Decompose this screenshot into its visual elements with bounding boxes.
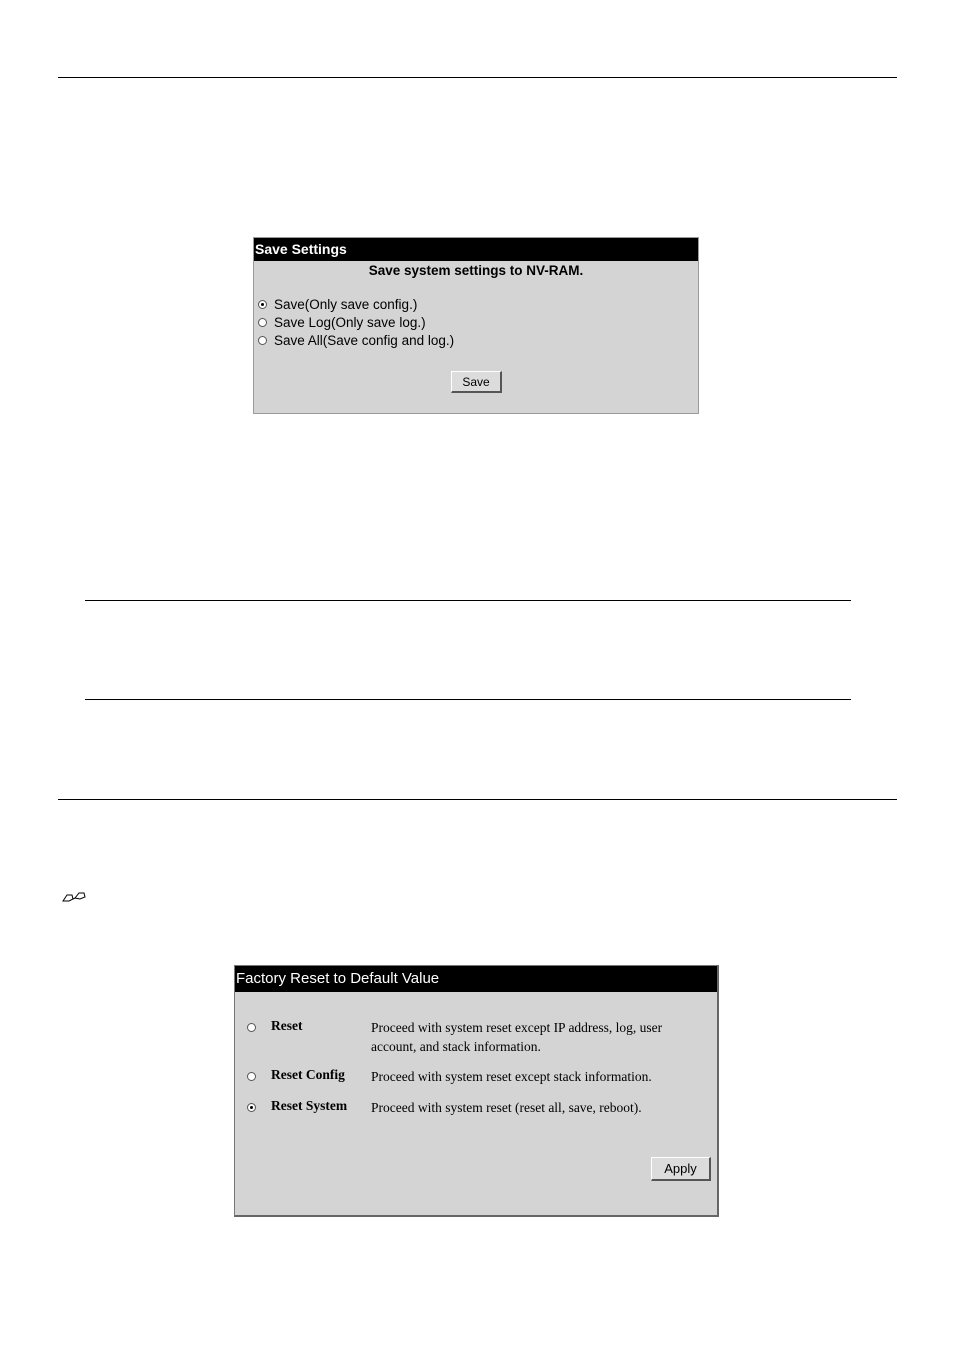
apply-button[interactable]: Apply <box>651 1157 711 1181</box>
reset-option-description: Proceed with system reset (reset all, save, reboot). <box>371 1100 642 1115</box>
note-top-divider <box>85 600 851 601</box>
save-settings-title: Save Settings <box>254 238 698 261</box>
save-option-log[interactable] <box>258 313 426 331</box>
radio-button[interactable] <box>258 300 267 309</box>
top-divider <box>58 77 897 78</box>
factory-reset-panel <box>234 965 719 1217</box>
save-option-label: Save(Only save config.) <box>274 296 418 312</box>
save-option-label: Save All(Save config and log.) <box>274 332 455 348</box>
radio-button[interactable] <box>258 318 267 327</box>
save-settings-subtitle: Save system settings to NV-RAM. <box>368 263 584 278</box>
factory-reset-title: Factory Reset to Default Value <box>235 966 717 992</box>
reset-option-description: Proceed with system reset except IP address, log, user account, and stack information. <box>371 1020 663 1054</box>
reset-option-name: Reset <box>271 1018 303 1033</box>
reset-option-name: Reset Config <box>271 1067 345 1082</box>
save-option-config[interactable] <box>258 295 417 313</box>
radio-button[interactable] <box>258 336 267 345</box>
section-divider <box>58 799 897 800</box>
save-option-label: Save Log(Only save log.) <box>274 314 426 330</box>
reset-option-description: Proceed with system reset except stack information. <box>371 1069 652 1084</box>
glasses-icon <box>62 890 86 904</box>
radio-button[interactable] <box>247 1103 256 1112</box>
radio-button[interactable] <box>247 1023 256 1032</box>
reset-option-name: Reset System <box>271 1098 348 1113</box>
save-button[interactable]: Save <box>451 371 502 393</box>
save-option-all[interactable] <box>258 331 454 349</box>
save-settings-panel <box>253 237 699 414</box>
radio-button[interactable] <box>247 1072 256 1081</box>
note-bottom-divider <box>85 699 851 700</box>
